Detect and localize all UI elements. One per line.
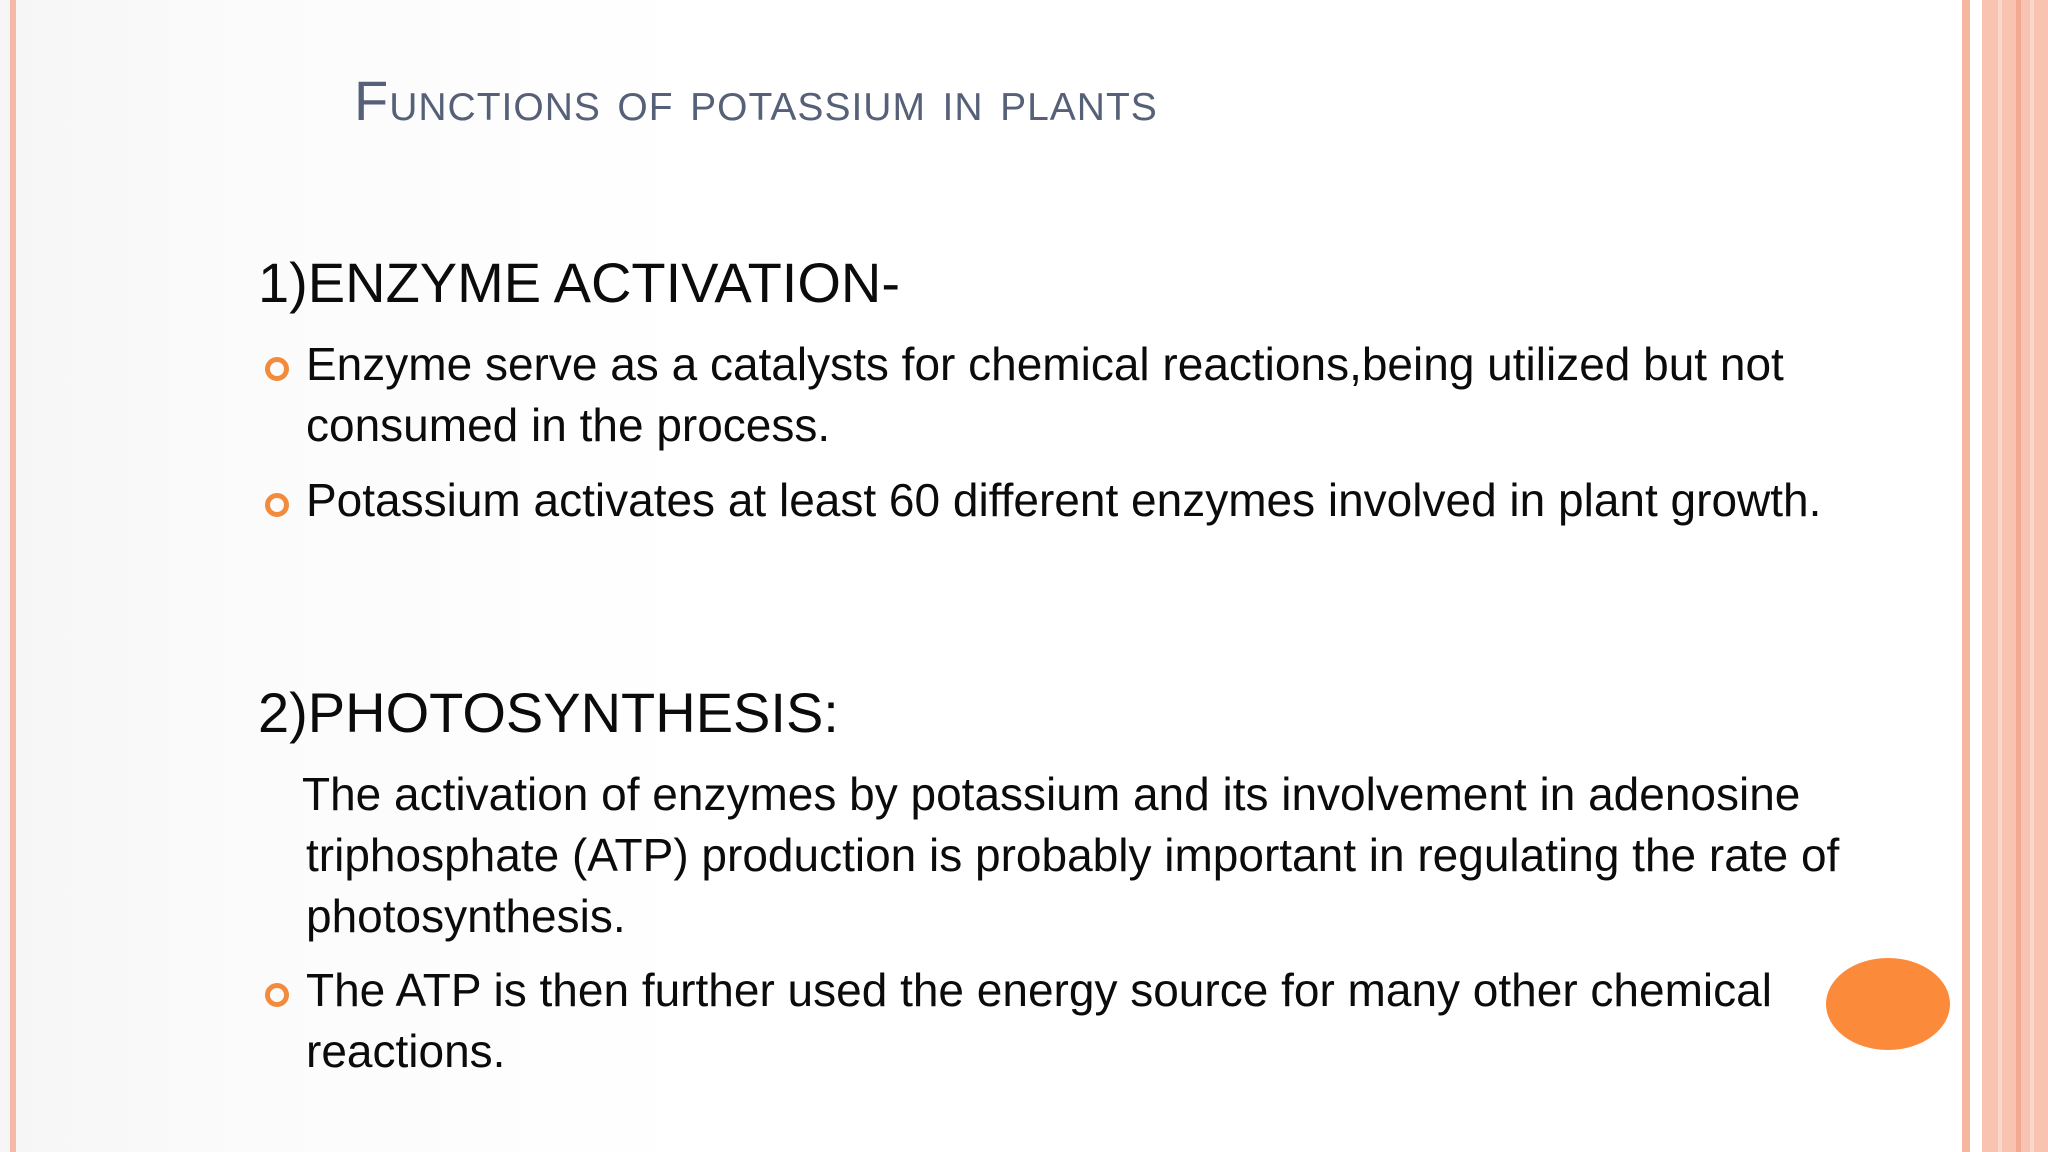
section-heading-photosynthesis: 2)PHOTOSYNTHESIS: [258,681,839,744]
bullet-circle-icon [265,357,289,381]
bullet-circle-icon [265,493,289,517]
decorative-orange-oval [1826,958,1950,1050]
right-border-gap [1970,0,1982,1152]
bullet-text: The ATP is then further used the energy source for many other chemical reactions. [306,964,1772,1077]
left-border-stripe [10,0,16,1152]
right-border-stripe [1962,0,1970,1152]
section-heading-enzyme-activation: 1)ENZYME ACTIVATION- [258,251,900,314]
right-border-band [1982,0,2048,1152]
bullet-text: Enzyme serve as a catalysts for chemical reactions,being utilized but not consumed in the process. [306,338,1784,451]
bullet-text: Potassium activates at least 60 different enzymes involved in plant growth. [306,474,1822,526]
right-border-line [2030,0,2034,1152]
right-border-line [1998,0,2002,1152]
bullet-circle-icon [265,983,289,1007]
right-border-line [2016,0,2021,1152]
slide-title: Functions of potassium in plants [354,69,1158,132]
paragraph-text: The activation of enzymes by potassium and its involvement in adenosine triphosphate (ATP) production is probably important in regulating the rate of photosynthesis. [302,768,1840,942]
